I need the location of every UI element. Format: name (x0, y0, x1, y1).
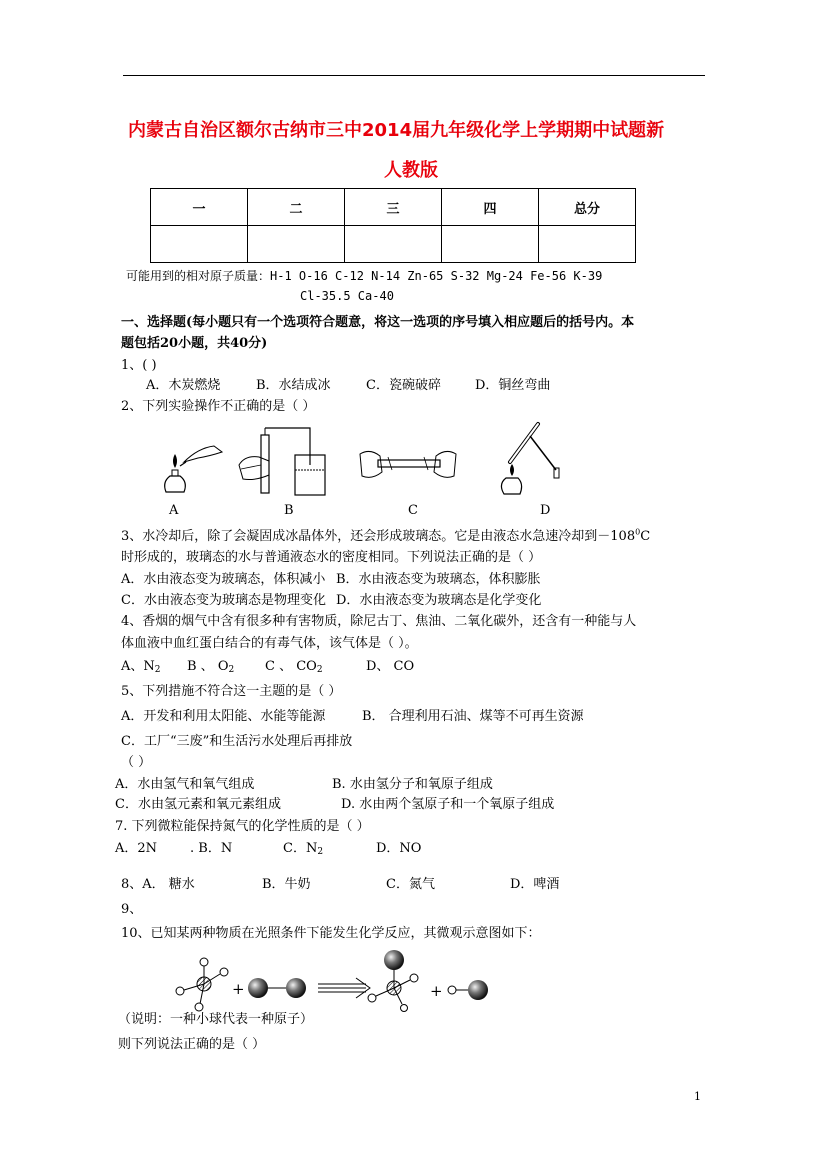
q8-option-a: 8、A． 糖水 (121, 877, 195, 892)
q3-stem-line2: 时形成的，玻璃态的水与普通液态水的密度相同。下列说法正确的是（ ） (121, 550, 542, 565)
q4-stem-line2: 体血液中血红蛋白结合的有毒气体，该气体是（ ）。 (121, 636, 418, 651)
q3-option-a: A．水由液态变为玻璃态，体积减小 (121, 572, 326, 587)
q10-question: 则下列说法正确的是（ ） (118, 1037, 266, 1052)
q7-option-c-sub: 2 (317, 847, 324, 857)
score-cell-4[interactable] (442, 226, 539, 263)
q3-option-b: B．水由液态变为玻璃态，体积膨胀 (336, 572, 541, 587)
q7-option-b: . B．N (190, 841, 233, 856)
test-tube-heating-figure (490, 418, 565, 498)
q7-option-c-text: C．N (283, 841, 318, 856)
q3-stem-line1 (121, 525, 650, 544)
q7-option-c (283, 837, 323, 857)
airtight-check-figure (235, 425, 335, 500)
q8-option-c: C．氮气 (386, 877, 435, 892)
section1-heading-line2: 题包括20小题，共40分) (121, 336, 268, 351)
q1-option-c: C．瓷碗破碎 (366, 378, 441, 393)
score-cell-2[interactable] (248, 226, 345, 263)
q2-figure-label-c: C (408, 503, 418, 518)
q7-option-d: D．NO (376, 841, 422, 856)
section1-heading-line1: 一、选择题(每小题只有一个选项符合题意，将这一选项的序号填入相应题后的括号内。本 (121, 315, 635, 330)
q1-option-a: A．木炭燃烧 (146, 378, 221, 393)
q4-stem-line1: 4、香烟的烟气中含有很多种有害物质，除尼古丁、焦油、二氧化碳外，还含有一种能与人 (121, 614, 637, 629)
q5-option-a: A．开发和利用太阳能、水能等能源 (121, 709, 326, 724)
page-title-line1: 内蒙古自治区额尔古纳市三中2014届九年级化学上学期期中试题新 (128, 120, 665, 141)
score-header-3: 三 (345, 189, 442, 226)
q4-option-b (187, 655, 234, 675)
q4-option-b-sub: 2 (228, 665, 235, 675)
score-header-1: 一 (151, 189, 248, 226)
q6-option-d: D. 水由两个氢原子和一个氧原子组成 (341, 797, 555, 812)
q4-option-c-text: C 、 CO (265, 659, 317, 674)
q1-option-b: B．水结成冰 (256, 378, 331, 393)
q2-figure-label-a: A (169, 503, 179, 518)
q1-option-d: D．铜丝弯曲 (475, 378, 551, 393)
q4-option-a-sub: 2 (154, 665, 161, 675)
q10-stem: 10、已知某两种物质在光照条件下能发生化学反应，其微观示意图如下： (121, 926, 541, 941)
reaction-plus-2: + (430, 982, 443, 1000)
lamp-lighting-figure (158, 436, 228, 496)
q3-degree-sup: 0 (635, 527, 641, 537)
score-cell-3[interactable] (345, 226, 442, 263)
score-header-4: 四 (442, 189, 539, 226)
q7-option-a: A．2N (115, 841, 158, 856)
score-header-2: 二 (248, 189, 345, 226)
q9-stem: 9、 (121, 902, 143, 917)
q4-option-d: D、 CO (366, 659, 415, 674)
q3-stem-text: 3、水冷却后，除了会凝固成冰晶体外，还会形成玻璃态。它是由液态水急速冷却到－108 (121, 529, 636, 544)
q4-option-c-sub: 2 (316, 665, 323, 675)
glass-tube-figure (358, 440, 458, 490)
score-header-total: 总分 (539, 189, 636, 226)
q2-stem: 2、下列实验操作不正确的是（ ） (121, 399, 316, 414)
page-title-line2: 人教版 (384, 160, 438, 181)
q1-stem: 1、( ) (121, 358, 157, 373)
q6-option-b: B. 水由氢分子和氧原子组成 (332, 777, 493, 792)
atomic-mass-line2: Cl-35.5 Ca-40 (300, 289, 394, 303)
q2-figure-label-d: D (540, 503, 551, 518)
q5-option-c: C．工厂“三废”和生活污水处理后再排放 (121, 734, 353, 749)
q7-stem: 7. 下列微粒能保持氮气的化学性质的是（ ） (115, 819, 370, 834)
q4-option-a (121, 655, 161, 675)
q3-option-d: D．水由液态变为玻璃态是化学变化 (336, 593, 542, 608)
q10-note: （说明：一种小球代表一种原子） (118, 1012, 314, 1027)
q3-option-c: C．水由液态变为玻璃态是物理变化 (121, 593, 326, 608)
q6-option-a: A．水由氢气和氧气组成 (115, 777, 255, 792)
score-cell-total[interactable] (539, 226, 636, 263)
q4-option-a-text: A、N (121, 659, 155, 674)
page-number: 1 (694, 1090, 701, 1103)
q5-option-b: B． 合理利用石油、煤等不可再生资源 (362, 709, 584, 724)
header-rule (123, 75, 705, 76)
score-cell-1[interactable] (151, 226, 248, 263)
q6-stem: （ ） (121, 755, 152, 770)
q6-option-c: C．水由氢元素和氧元素组成 (115, 797, 281, 812)
q5-stem: 5、下列措施不符合这一主题的是（ ） (121, 684, 342, 699)
reaction-micro-diagram (170, 950, 500, 1012)
q3-temp-unit: C (640, 529, 651, 544)
score-table (150, 188, 636, 263)
atomic-mass-line1: 可能用到的相对原子质量：H-1 O-16 C-12 N-14 Zn-65 S-32 Mg-24 Fe-56 K-39 (126, 269, 603, 283)
q4-option-c (265, 655, 323, 675)
q4-option-b-text: B 、 O (187, 659, 229, 674)
q8-option-b: B．牛奶 (262, 877, 311, 892)
q2-figure-label-b: B (284, 503, 294, 518)
reaction-plus-1: + (232, 980, 245, 998)
q8-option-d: D．啤酒 (510, 877, 560, 892)
